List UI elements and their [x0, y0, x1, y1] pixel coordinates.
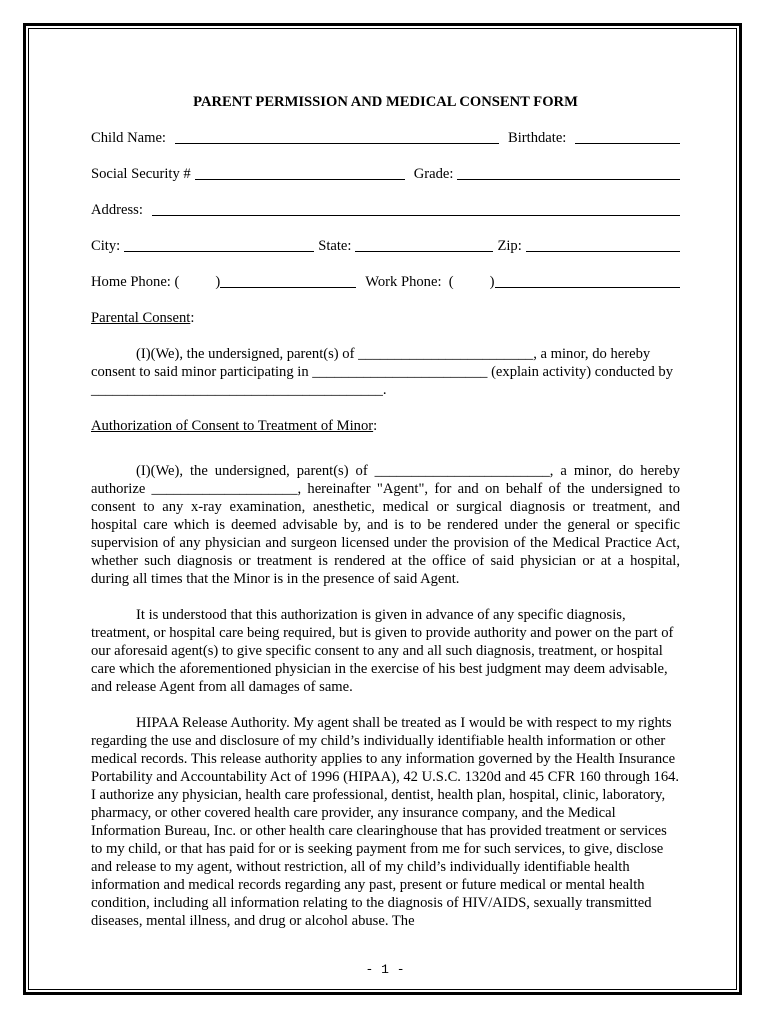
hipaa-release-paragraph: HIPAA Release Authority. My agent shall be treated as I would be with respect to my rights regarding the use and disclosure of my child’s individually identifiable health information or other medical records. This release authority applies to any information governed by the Health Insurance Portability and Accountability Act of 1996 (HIPAA), 42 U.S.C. 1320d and 45 CFR 160 through 164. I authorize any physician, health care professional, dentist, health plan, hospital, clinic, laboratory, pharmacy, or other covered health care provider, any insurance company, and the Medical Information Bureau, Inc. or other health care clearinghouse that has provided treatment or services to my child, or that has paid for or is seeking payment from me for such services, to give, disclose and release to my agent, without restriction, all of my child’s individually identifiable health information and medical records regarding any past, present or future medical or mental health condition, including all information relating to the diagnosis of HIV/AIDS, sexually transmitted diseases, mental illness, and drug or alcohol abuse. The [91, 715, 680, 929]
row-city-state-zip [91, 237, 680, 255]
child-name-label: Child Name: [91, 130, 166, 146]
form-title: PARENT PERMISSION AND MEDICAL CONSENT FORM [193, 94, 578, 110]
authorization-heading-colon: : [373, 418, 378, 434]
authorization-paragraph-1: (I)(We), the undersigned, parent(s) of ________________________, a minor, do hereby authorize ____________________, hereinafter "Agent", for and on behalf of the undersigned to consent to any x-ray examination, anesthetic, medical or surgical diagnosis or treatment, and hospital care which is deemed advisable by, and is to be rendered under the general or specific supervision of any physician and surgeon licensed under the provision of the Medical Practice Act, whether such diagnosis or treatment is rendered at the office of said physician or at a hospital, during all times that the Minor is in the presence of said Agent. [91, 463, 680, 587]
ssn-label: Social Security # [91, 166, 191, 182]
state-field[interactable] [355, 238, 493, 252]
form-content [91, 93, 680, 930]
parental-consent-heading-text: Parental Consent [91, 310, 191, 326]
authorization-heading-text: Authorization of Consent to Treatment of Minor [91, 418, 374, 434]
address-label: Address: [91, 202, 143, 218]
home-phone-field[interactable] [220, 274, 356, 288]
row-ssn-grade [91, 165, 680, 183]
child-name-field[interactable] [175, 130, 499, 144]
work-phone-close-paren: ) [489, 274, 495, 290]
city-field[interactable] [124, 238, 314, 252]
zip-label: Zip: [497, 238, 522, 254]
authorization-heading [91, 417, 680, 435]
grade-field[interactable] [457, 166, 680, 180]
parental-consent-heading-colon: : [190, 310, 195, 326]
birthdate-label: Birthdate: [508, 130, 567, 146]
ssn-field[interactable] [195, 166, 405, 180]
grade-label: Grade: [413, 166, 454, 182]
state-label: State: [318, 238, 352, 254]
home-phone-label: Home Phone: ( [91, 274, 180, 290]
authorization-paragraph-2: It is understood that this authorization is given in advance of any specific diagnosis, treatment, or hospital care being required, but is given to provide authority and power on the part of our aforesaid agent(s) to give specific consent to any and all such diagnosis, treatment, or hospital care which the aforementioned physician in the exercise of his best judgment may deem advisable, and release Agent from all damages of same. [91, 607, 674, 695]
parental-consent-heading [91, 309, 680, 327]
home-phone-close-paren: ) [215, 274, 221, 290]
row-phones [91, 273, 680, 291]
work-phone-label: Work Phone: ( [365, 274, 454, 290]
birthdate-field[interactable] [575, 130, 680, 144]
row-address [91, 201, 680, 219]
zip-field[interactable] [526, 238, 680, 252]
work-phone-field[interactable] [495, 274, 680, 288]
row-child-name [91, 129, 680, 147]
city-label: City: [91, 238, 121, 254]
parental-consent-text: (I)(We), the undersigned, parent(s) of ________________________, a minor, do hereby consent to said minor participating in ________________________ (explain activity) conducted by ________________________________________. [91, 346, 674, 398]
address-field[interactable] [152, 202, 680, 216]
page-number: - 1 - [365, 962, 405, 977]
